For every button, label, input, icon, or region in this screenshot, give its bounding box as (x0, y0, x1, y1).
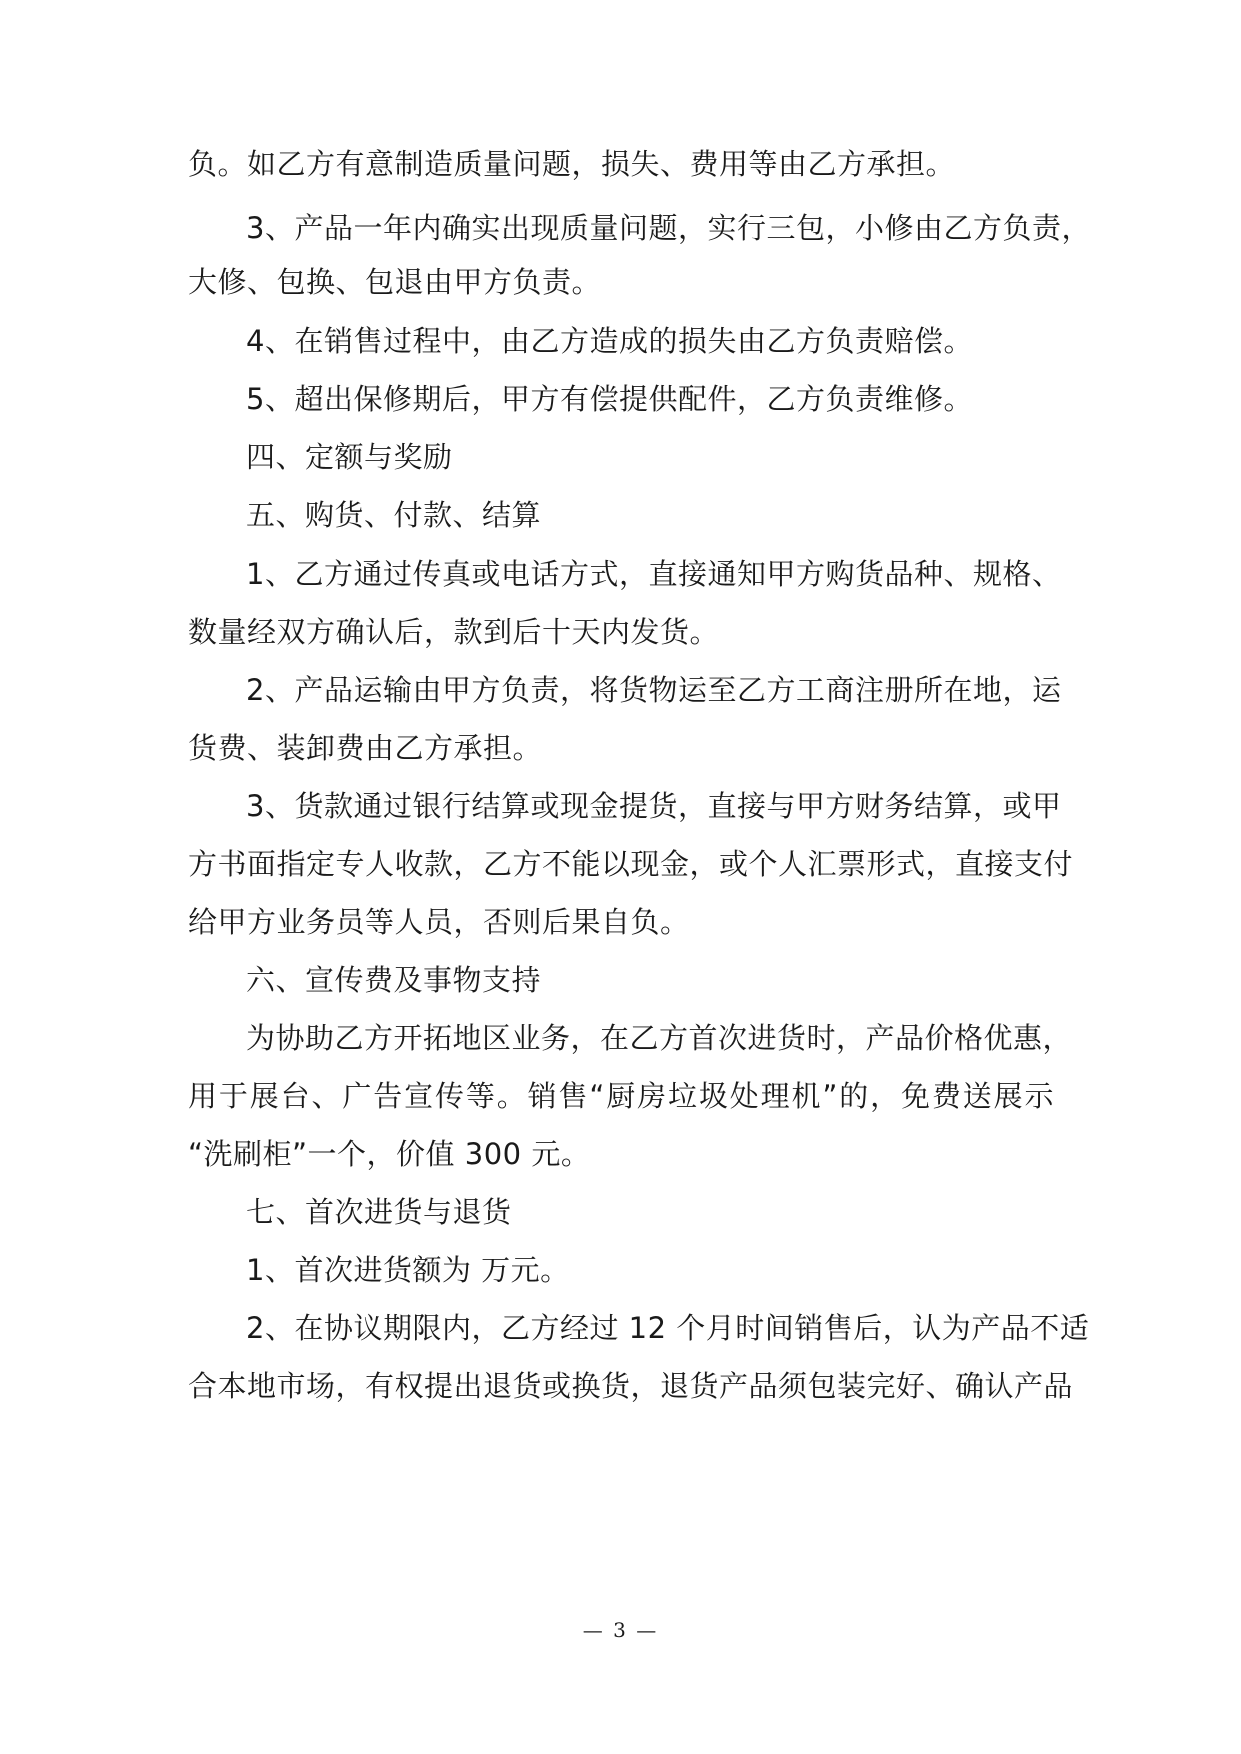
text-line: 大修、包换、包退由甲方负责。 (188, 265, 602, 299)
section-heading: 六、宣传费及事物支持 (246, 963, 542, 997)
section-heading: 七、首次进货与退货 (246, 1195, 512, 1229)
text-line: 3、货款通过银行结算或现金提货，直接与甲方财务结算，或甲 (246, 789, 1062, 823)
text-line: 合本地市场，有权提出退货或换货，退货产品须包装完好、确认产品 (188, 1369, 1074, 1403)
text-line: 2、在协议期限内，乙方经过 12 个月时间销售后，认为产品不适 (246, 1311, 1090, 1345)
text-line: 4、在销售过程中，由乙方造成的损失由乙方负责赔偿。 (246, 324, 973, 358)
section-heading: 四、定额与奖励 (246, 440, 453, 474)
text-line: 给甲方业务员等人员，否则后果自负。 (188, 905, 690, 939)
text-line: 为协助乙方开拓地区业务，在乙方首次进货时，产品价格优惠， (246, 1021, 1073, 1055)
text-line: 方书面指定专人收款，乙方不能以现金，或个人汇票形式，直接支付 (188, 847, 1074, 881)
text-line: 3、产品一年内确实出现质量问题，实行三包，小修由乙方负责， (246, 211, 1091, 245)
text-line: “洗刷柜”一个，价值 300 元。 (188, 1137, 591, 1171)
text-line: 用于展台、广告宣传等。销售“厨房垃圾处理机”的，免费送展示 (188, 1079, 1054, 1113)
text-line: 货费、装卸费由乙方承担。 (188, 731, 543, 765)
text-line: 5、超出保修期后，甲方有偿提供配件，乙方负责维修。 (246, 382, 973, 416)
text-line: 负。如乙方有意制造质量问题，损失、费用等由乙方承担。 (188, 147, 956, 181)
text-line: 数量经双方确认后，款到后十天内发货。 (188, 615, 720, 649)
text-line: 1、首次进货额为 万元。 (246, 1253, 570, 1287)
section-heading: 五、购货、付款、结算 (246, 498, 542, 532)
text-line: 2、产品运输由甲方负责，将货物运至乙方工商注册所在地，运 (246, 673, 1062, 707)
text-line: 1、乙方通过传真或电话方式，直接通知甲方购货品种、规格、 (246, 557, 1062, 591)
page-number: — 3 — (582, 1618, 659, 1642)
